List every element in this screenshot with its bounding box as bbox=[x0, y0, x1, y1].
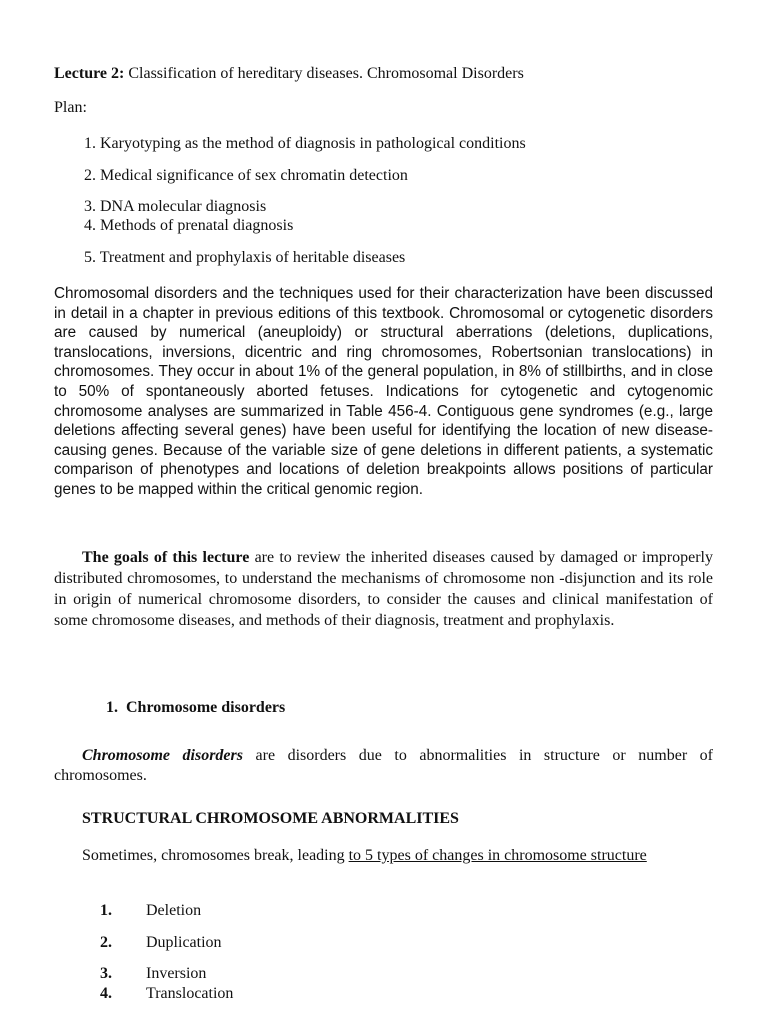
plan-item-4: 4. Methods of prenatal diagnosis bbox=[84, 217, 294, 234]
structural-type-label: Translocation bbox=[146, 985, 234, 1002]
structural-type-number: 4. bbox=[100, 985, 112, 1002]
structural-intro bbox=[82, 845, 713, 866]
plan-item-1: 1. Karyotyping as the method of diagnosis in pathological conditions bbox=[84, 135, 526, 152]
section-1-title: Chromosome disorders bbox=[126, 699, 286, 716]
structural-intro-plain: Sometimes, chromosomes break, leading bbox=[82, 847, 349, 864]
goals-paragraph bbox=[54, 547, 713, 631]
plan-item-2: 2. Medical significance of sex chromatin detection bbox=[84, 167, 408, 184]
goals-text: are to review the inherited diseases caused by damaged or improperly distributed chromosomes, to understand the mechanisms of chromosome non -disjunction and its role in origin of numerical chromosome disorders, to consider the causes and clinical manifestation of some chromosome diseases, and methods of their diagnosis, treatment and prophylaxis. bbox=[54, 549, 714, 629]
structural-type-number: 1. bbox=[100, 902, 112, 919]
lecture-label: Lecture 2: bbox=[54, 65, 125, 82]
section-1-heading bbox=[106, 698, 285, 718]
structural-type-label: Deletion bbox=[146, 902, 202, 919]
structural-heading: STRUCTURAL CHROMOSOME ABNORMALITIES bbox=[82, 810, 459, 827]
lecture-title-line bbox=[54, 64, 524, 84]
structural-type-number: 2. bbox=[100, 934, 112, 951]
structural-intro-underlined: to 5 types of changes in chromosome structure bbox=[348, 847, 647, 864]
plan-item-3: 3. DNA molecular diagnosis bbox=[84, 198, 267, 215]
structural-type-item bbox=[100, 933, 222, 953]
structural-type-label: Duplication bbox=[146, 934, 222, 951]
intro-paragraph: Chromosomal disorders and the techniques used for their characterization have been discussed in detail in a chapter in previous editions of this textbook. Chromosomal or cytogenetic disorders are caused by numerical (aneuploidy) or structural aberrations (deletions, duplications, translocations, inversions, dicentric and ring chromosomes, Robertsonian translocations) in chromosomes. They occur in about 1% of the general population, in 8% of stillbirths, and in close to 50% of spontaneously aborted fetuses. Indications for cytogenetic and cytogenomic chromosome analyses are summarized in Table 456-4. Contiguous gene syndromes (e.g., large deletions affecting several genes) have been useful for identifying the location of new disease-causing genes. Because of the variable size of gene deletions in different patients, a systematic comparison of phenotypes and locations of deletion breakpoints allows positions of particular genes to be mapped within the critical genomic region. bbox=[54, 285, 713, 498]
structural-type-item bbox=[100, 964, 206, 984]
definition-paragraph bbox=[54, 746, 713, 786]
definition-term: Chromosome disorders bbox=[82, 747, 243, 764]
plan-item-5: 5. Treatment and prophylaxis of heritable diseases bbox=[84, 249, 406, 266]
plan-heading: Plan: bbox=[54, 99, 87, 116]
section-1-number: 1. bbox=[106, 699, 118, 716]
structural-type-label: Inversion bbox=[146, 965, 207, 982]
structural-type-item bbox=[100, 984, 233, 1004]
structural-type-item bbox=[100, 901, 201, 921]
structural-type-number: 3. bbox=[100, 965, 112, 982]
lecture-title: Classification of hereditary diseases. Chromosomal Disorders bbox=[128, 65, 524, 82]
definition-text: are disorders due to abnormalities in structure or number of chromosomes. bbox=[54, 747, 714, 784]
goals-bold-lead: The goals of this lecture bbox=[82, 549, 250, 566]
